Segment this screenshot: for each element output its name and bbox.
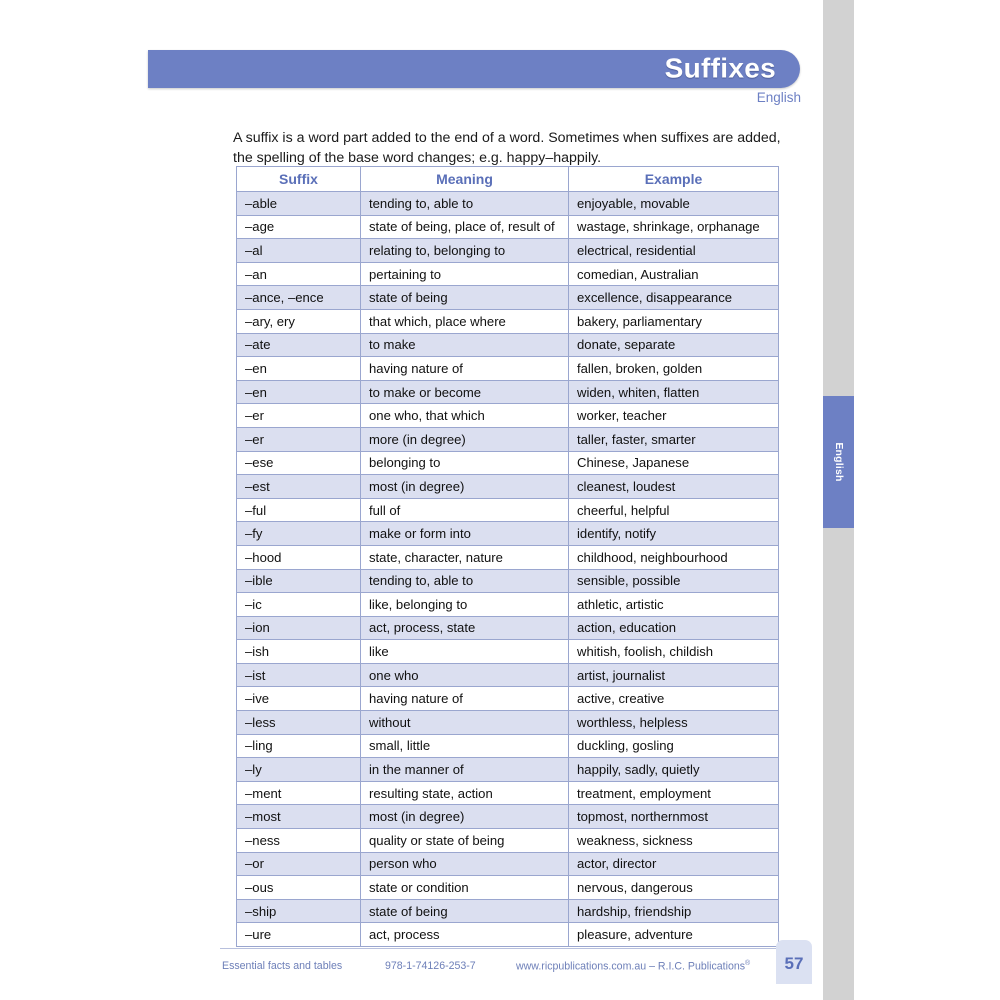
- table-header-row: [237, 167, 779, 192]
- table-row: [237, 687, 779, 711]
- table-row: [237, 852, 779, 876]
- cell-suffix: –or: [237, 852, 361, 876]
- cell-example: weakness, sickness: [569, 829, 779, 853]
- cell-meaning: in the manner of: [361, 758, 569, 782]
- cell-suffix: –ible: [237, 569, 361, 593]
- table-row: [237, 805, 779, 829]
- cell-example: whitish, foolish, childish: [569, 640, 779, 664]
- cell-meaning: having nature of: [361, 357, 569, 381]
- cell-meaning: state or condition: [361, 876, 569, 900]
- column-header-suffix: Suffix: [237, 167, 361, 192]
- cell-suffix: –ous: [237, 876, 361, 900]
- cell-suffix: –less: [237, 711, 361, 735]
- cell-suffix: –hood: [237, 545, 361, 569]
- cell-suffix: –est: [237, 475, 361, 499]
- footer-publisher: [516, 960, 750, 973]
- page-title: Suffixes: [664, 52, 776, 84]
- cell-suffix: –en: [237, 380, 361, 404]
- cell-suffix: –ly: [237, 758, 361, 782]
- table-row: [237, 309, 779, 333]
- suffix-table: [236, 166, 779, 947]
- table-row: [237, 475, 779, 499]
- cell-suffix: –ure: [237, 923, 361, 947]
- cell-meaning: state of being: [361, 899, 569, 923]
- table-row: [237, 545, 779, 569]
- cell-suffix: –ling: [237, 734, 361, 758]
- cell-suffix: –age: [237, 215, 361, 239]
- cell-example: widen, whiten, flatten: [569, 380, 779, 404]
- cell-meaning: pertaining to: [361, 262, 569, 286]
- cell-meaning: one who: [361, 663, 569, 687]
- cell-example: treatment, employment: [569, 781, 779, 805]
- subject-label: English: [756, 90, 801, 105]
- cell-meaning: relating to, belonging to: [361, 239, 569, 263]
- cell-meaning: more (in degree): [361, 427, 569, 451]
- cell-meaning: quality or state of being: [361, 829, 569, 853]
- cell-meaning: state of being: [361, 286, 569, 310]
- cell-example: identify, notify: [569, 522, 779, 546]
- table-row: [237, 616, 779, 640]
- cell-suffix: –an: [237, 262, 361, 286]
- cell-example: wastage, shrinkage, orphanage: [569, 215, 779, 239]
- table-row: [237, 192, 779, 216]
- cell-meaning: state of being, place of, result of: [361, 215, 569, 239]
- footer-book-title: Essential facts and tables: [222, 960, 343, 972]
- cell-suffix: –ish: [237, 640, 361, 664]
- column-header-example: Example: [569, 167, 779, 192]
- table-row: [237, 711, 779, 735]
- cell-suffix: –ive: [237, 687, 361, 711]
- title-banner: [148, 50, 800, 88]
- page-number-tab: [776, 940, 812, 984]
- cell-meaning: person who: [361, 852, 569, 876]
- cell-example: fallen, broken, golden: [569, 357, 779, 381]
- table-row: [237, 498, 779, 522]
- cell-example: excellence, disappearance: [569, 286, 779, 310]
- column-header-meaning: Meaning: [361, 167, 569, 192]
- cell-example: taller, faster, smarter: [569, 427, 779, 451]
- table-row: [237, 781, 779, 805]
- cell-example: electrical, residential: [569, 239, 779, 263]
- cell-example: sensible, possible: [569, 569, 779, 593]
- cell-meaning: most (in degree): [361, 475, 569, 499]
- table-row: [237, 380, 779, 404]
- cell-suffix: –ist: [237, 663, 361, 687]
- cell-meaning: tending to, able to: [361, 569, 569, 593]
- side-index-tab-label: English: [832, 442, 845, 482]
- cell-example: worker, teacher: [569, 404, 779, 428]
- footer-divider: [220, 948, 780, 949]
- registered-trademark-icon: ®: [745, 960, 751, 967]
- cell-example: action, education: [569, 616, 779, 640]
- cell-meaning: having nature of: [361, 687, 569, 711]
- table-row: [237, 829, 779, 853]
- table-row: [237, 899, 779, 923]
- cell-example: active, creative: [569, 687, 779, 711]
- cell-meaning: that which, place where: [361, 309, 569, 333]
- cell-example: actor, director: [569, 852, 779, 876]
- table-row: [237, 286, 779, 310]
- cell-example: cleanest, loudest: [569, 475, 779, 499]
- cell-example: donate, separate: [569, 333, 779, 357]
- cell-suffix: –most: [237, 805, 361, 829]
- cell-suffix: –ary, ery: [237, 309, 361, 333]
- footer-publisher-text: www.ricpublications.com.au – R.I.C. Publications: [516, 960, 746, 973]
- table-row: [237, 663, 779, 687]
- cell-meaning: most (in degree): [361, 805, 569, 829]
- cell-meaning: state, character, nature: [361, 545, 569, 569]
- cell-meaning: belonging to: [361, 451, 569, 475]
- cell-example: worthless, helpless: [569, 711, 779, 735]
- cell-meaning: small, little: [361, 734, 569, 758]
- cell-suffix: –ese: [237, 451, 361, 475]
- cell-meaning: act, process: [361, 923, 569, 947]
- table-row: [237, 758, 779, 782]
- suffix-table-container: [236, 166, 778, 947]
- cell-example: childhood, neighbourhood: [569, 545, 779, 569]
- cell-meaning: resulting state, action: [361, 781, 569, 805]
- cell-meaning: without: [361, 711, 569, 735]
- cell-suffix: –able: [237, 192, 361, 216]
- table-row: [237, 451, 779, 475]
- side-index-tab-english[interactable]: [823, 396, 854, 528]
- table-row: [237, 569, 779, 593]
- cell-example: Chinese, Japanese: [569, 451, 779, 475]
- table-row: [237, 734, 779, 758]
- cell-example: hardship, friendship: [569, 899, 779, 923]
- table-row: [237, 522, 779, 546]
- cell-example: bakery, parliamentary: [569, 309, 779, 333]
- cell-suffix: –al: [237, 239, 361, 263]
- cell-example: topmost, northernmost: [569, 805, 779, 829]
- cell-example: nervous, dangerous: [569, 876, 779, 900]
- table-row: [237, 593, 779, 617]
- cell-example: enjoyable, movable: [569, 192, 779, 216]
- table-row: [237, 923, 779, 947]
- cell-suffix: –ic: [237, 593, 361, 617]
- table-row: [237, 640, 779, 664]
- cell-suffix: –er: [237, 427, 361, 451]
- cell-suffix: –ship: [237, 899, 361, 923]
- cell-meaning: like: [361, 640, 569, 664]
- cell-meaning: to make: [361, 333, 569, 357]
- cell-suffix: –ment: [237, 781, 361, 805]
- table-row: [237, 357, 779, 381]
- cell-suffix: –ness: [237, 829, 361, 853]
- cell-meaning: act, process, state: [361, 616, 569, 640]
- intro-paragraph: A suffix is a word part added to the end of a word. Sometimes when suffixes are added, the spelling of the base word changes; e.g. happy–happily.: [233, 130, 781, 166]
- table-row: [237, 215, 779, 239]
- cell-meaning: full of: [361, 498, 569, 522]
- suffix-table-body: [237, 192, 779, 947]
- cell-suffix: –ance, –ence: [237, 286, 361, 310]
- table-row: [237, 239, 779, 263]
- cell-meaning: one who, that which: [361, 404, 569, 428]
- cell-example: pleasure, adventure: [569, 923, 779, 947]
- cell-meaning: to make or become: [361, 380, 569, 404]
- cell-suffix: –er: [237, 404, 361, 428]
- cell-meaning: like, belonging to: [361, 593, 569, 617]
- cell-example: cheerful, helpful: [569, 498, 779, 522]
- cell-suffix: –ion: [237, 616, 361, 640]
- outer-margin: [854, 0, 1000, 1000]
- table-row: [237, 262, 779, 286]
- page-number: 57: [784, 954, 804, 973]
- cell-meaning: make or form into: [361, 522, 569, 546]
- table-row: [237, 333, 779, 357]
- cell-suffix: –ate: [237, 333, 361, 357]
- cell-example: athletic, artistic: [569, 593, 779, 617]
- table-row: [237, 876, 779, 900]
- cell-example: comedian, Australian: [569, 262, 779, 286]
- cell-suffix: –fy: [237, 522, 361, 546]
- cell-example: happily, sadly, quietly: [569, 758, 779, 782]
- cell-suffix: –ful: [237, 498, 361, 522]
- cell-example: duckling, gosling: [569, 734, 779, 758]
- table-row: [237, 404, 779, 428]
- cell-suffix: –en: [237, 357, 361, 381]
- cell-meaning: tending to, able to: [361, 192, 569, 216]
- table-row: [237, 427, 779, 451]
- footer-isbn: 978-1-74126-253-7: [385, 960, 476, 972]
- cell-example: artist, journalist: [569, 663, 779, 687]
